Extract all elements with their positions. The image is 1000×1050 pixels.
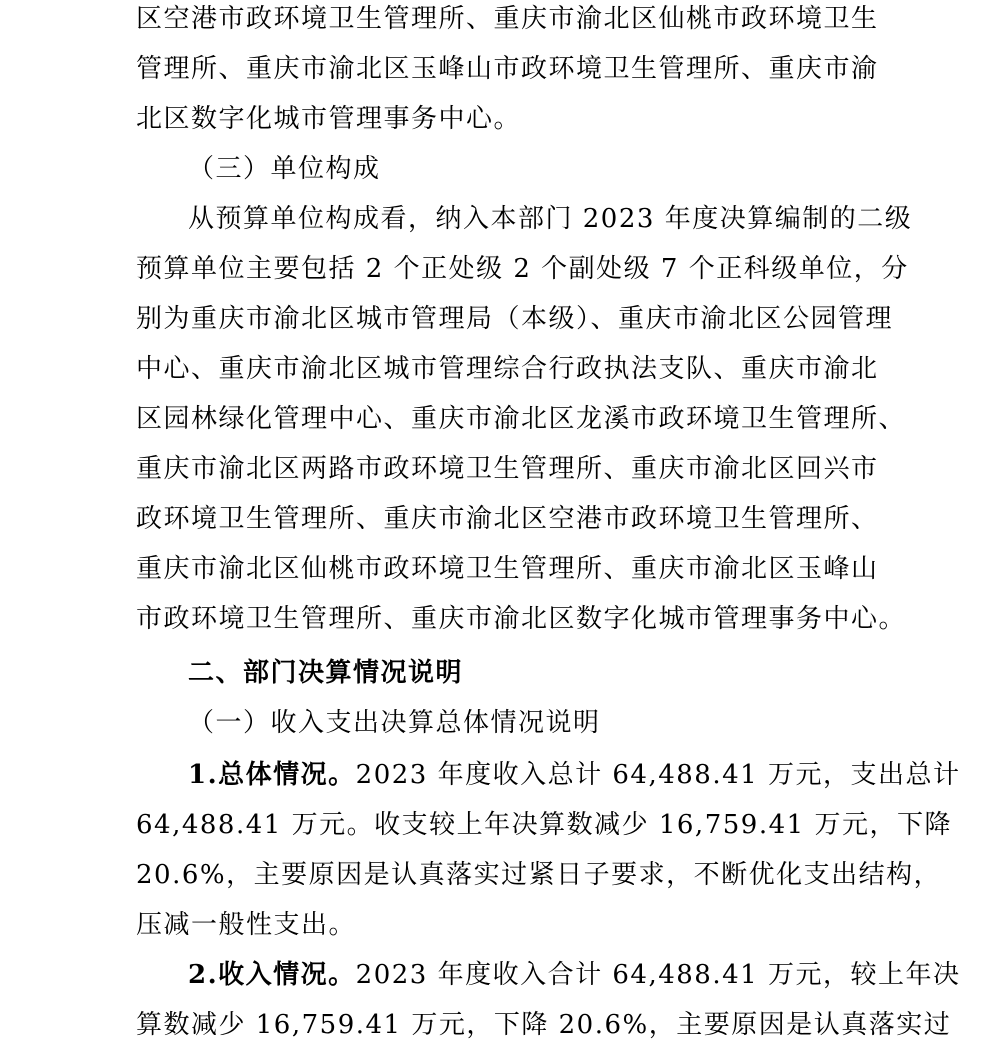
text-line: 20.6%，主要原因是认真落实过紧日子要求，不断优化支出结构，: [136, 860, 942, 890]
paragraph-first-line: 从预算单位构成看，纳入本部门 2023 年度决算编制的二级: [188, 204, 913, 234]
text-line: 64,488.41 万元。收支较上年决算数减少 16,759.41 万元，下降: [136, 810, 952, 840]
text-line: 预算单位主要包括 2 个正处级 2 个副处级 7 个正科级单位，分: [136, 254, 909, 284]
text-line: 算数减少 16,759.41 万元，下降 20.6%，主要原因是认真落实过: [136, 1010, 952, 1040]
item-number: 1.: [188, 760, 219, 790]
section-heading-final-accounts: 二、部门决算情况说明: [188, 658, 464, 688]
text-line: 区园林绿化管理中心、重庆市渝北区龙溪市政环境卫生管理所、: [136, 404, 907, 434]
text-line: 市政环境卫生管理所、重庆市渝北区数字化城市管理事务中心。: [136, 604, 907, 634]
item-number: 2.: [188, 960, 219, 990]
item-text: 2023 年度收入合计 64,488.41 万元，较上年决: [355, 960, 961, 990]
paragraph-overall-first-line: [188, 750, 960, 800]
item-title-overall: 总体情况。: [218, 760, 356, 790]
subsection-heading-overall: （一）收入支出决算总体情况说明: [188, 708, 601, 738]
text-line: 别为重庆市渝北区城市管理局（本级）、重庆市渝北区公园管理: [136, 304, 894, 334]
paragraph-income-first-line: [188, 950, 960, 1000]
text-line: 压减一般性支出。: [136, 910, 357, 940]
text-line: 管理所、重庆市渝北区玉峰山市政环境卫生管理所、重庆市渝: [136, 54, 879, 84]
text-line: 政环境卫生管理所、重庆市渝北区空港市政环境卫生管理所、: [136, 504, 879, 534]
text-line: 重庆市渝北区两路市政环境卫生管理所、重庆市渝北区回兴市: [136, 454, 879, 484]
text-line: 重庆市渝北区仙桃市政环境卫生管理所、重庆市渝北区玉峰山: [136, 554, 879, 584]
section-heading-unit-composition: （三）单位构成: [188, 154, 381, 184]
text-line: 区空港市政环境卫生管理所、重庆市渝北区仙桃市政环境卫生: [136, 4, 879, 34]
item-text: 2023 年度收入总计 64,488.41 万元，支出总计: [355, 760, 961, 790]
text-line: 中心、重庆市渝北区城市管理综合行政执法支队、重庆市渝北: [136, 354, 879, 384]
text-line: 北区数字化城市管理事务中心。: [136, 104, 522, 134]
item-title-income: 收入情况。: [218, 960, 356, 990]
